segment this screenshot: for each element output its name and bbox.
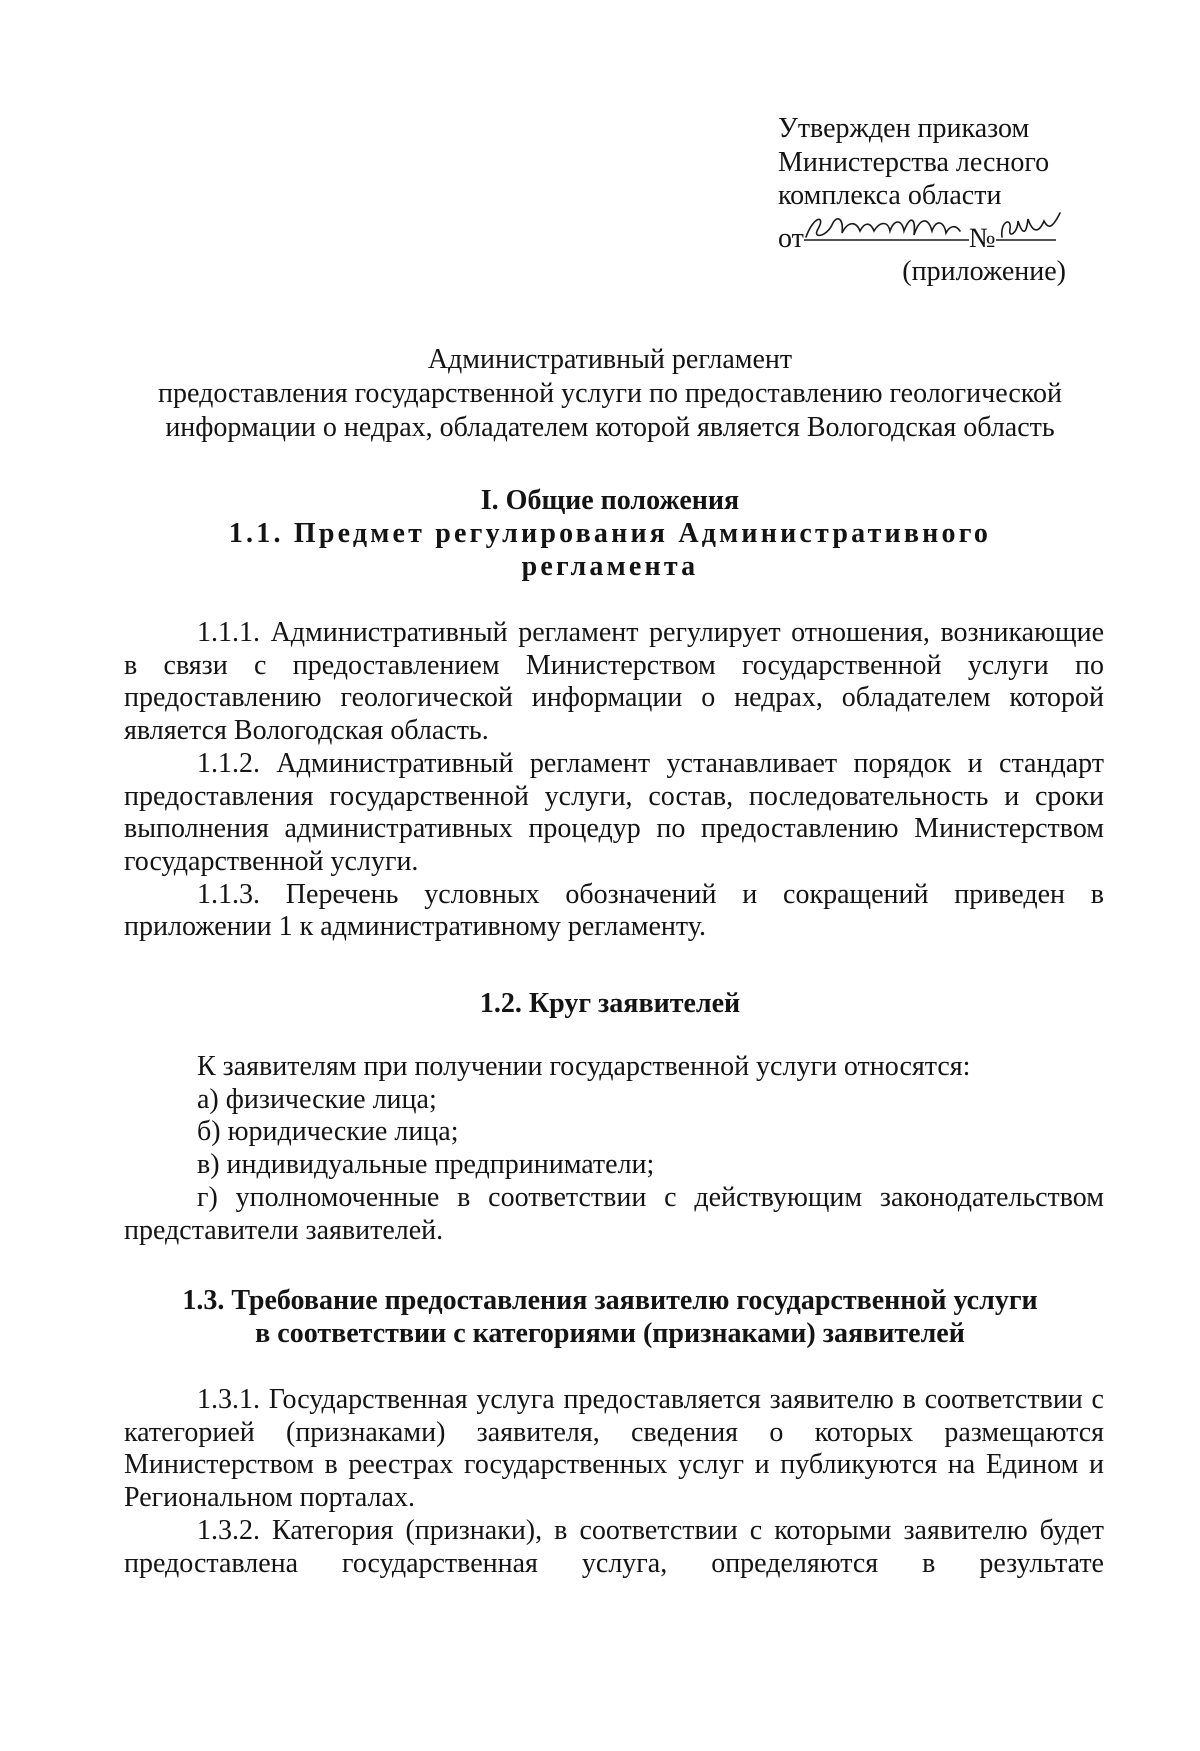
section-1-1-body	[124, 617, 1104, 944]
title-line-1: Административный регламент	[427, 344, 793, 375]
approval-line-1: Утвержден приказом	[778, 113, 1030, 144]
section-1-2-heading: 1.2. Круг заявителей	[479, 988, 741, 1019]
handwritten-number	[996, 213, 1062, 247]
paragraph-1-3-1: 1.3.1. Государственная услуга предоставляется заявителю в соответствии с категорией (признаками) заявителя, сведения о которых размещаются Министерством в реестрах государственных услуг и публикуются на Едином и Региональном порталах.	[124, 1384, 1104, 1514]
approval-line-2: Министерства лесного	[778, 146, 1050, 178]
list-item: г) уполномоченные в соответствии с действующим законодательством представители заявителей.	[124, 1181, 1104, 1246]
applicants-intro: К заявителям при получении государственной услуги относятся:	[197, 1051, 971, 1082]
section-1-heading: I. Общие положения	[480, 485, 740, 516]
title-line-2: предоставления государственной услуги по предоставлению геологической	[158, 378, 1062, 409]
document-title	[110, 343, 1110, 445]
list-item: в) индивидуальные предприниматели;	[197, 1149, 655, 1181]
title-line-3: информации о недрах, обладателем которой является Вологодская область	[165, 412, 1055, 443]
list-item: а) физические лица;	[197, 1083, 437, 1115]
paragraph-1-1-2: 1.1.2. Административный регламент устанавливает порядок и стандарт предоставления государственной услуги, состав, последовательность и сроки выполнения административных процедур по предоставлению Министерством государственной услуги.	[124, 747, 1104, 877]
approval-stamp-block	[778, 112, 1138, 289]
paragraph-1-1-1: 1.1.1. Административный регламент регулирует отношения, возникающие в связи с предоставлением Министерством государственной услуги по предоставлению геологической информации о недрах, обладателем которой является Вологодская область.	[124, 617, 1104, 747]
section-1-3-heading-line-2: в соответствии с категориями (признаками) заявителей	[255, 1318, 965, 1349]
section-1-3-heading	[110, 1284, 1110, 1350]
list-item: б) юридические лица;	[197, 1116, 459, 1148]
paragraph-1-1-3: 1.1.3. Перечень условных обозначений и сокращений приведен в приложении 1 к административному регламенту.	[124, 878, 1104, 943]
approval-line-3: комплекса области	[778, 180, 1002, 211]
annex-note: (приложение)	[902, 256, 1066, 287]
section-1-1-heading-line-1: 1.1. Предмет регулирования Административного	[228, 518, 992, 549]
handwritten-date	[804, 213, 969, 247]
from-label: от	[778, 222, 804, 254]
section-1-3-body	[124, 1384, 1104, 1580]
section-1-1-heading-line-2: регламента	[521, 551, 699, 582]
approval-date-number-line	[778, 213, 1138, 256]
number-label: №	[968, 222, 996, 254]
paragraph-1-3-2: 1.3.2. Категория (признаки), в соответствии с которыми заявителю будет предоставлена государственная услуга, определяются в результате	[124, 1514, 1104, 1579]
section-1-2-body	[124, 1051, 1104, 1247]
section-1-3-heading-line-1: 1.3. Требование предоставления заявителю государственной услуги	[182, 1285, 1038, 1316]
section-1-1-heading	[110, 517, 1110, 583]
